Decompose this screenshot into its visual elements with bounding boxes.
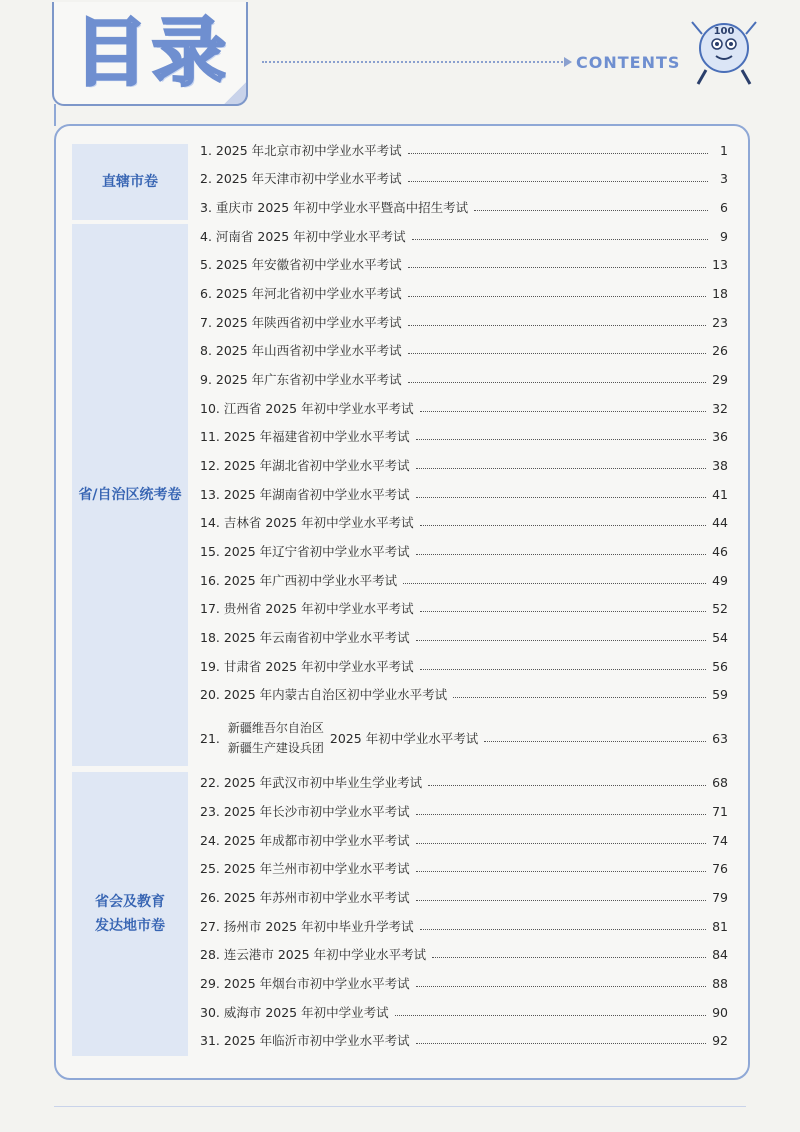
category-label-line1: 省会及教育 — [95, 894, 165, 910]
leader-dots — [408, 353, 706, 354]
leader-dots — [416, 468, 706, 469]
toc-entry[interactable] — [200, 998, 728, 1026]
page-number: 13 — [712, 256, 728, 272]
leader-dots — [412, 239, 708, 240]
page-number: 90 — [712, 1004, 728, 1020]
page-number: 41 — [712, 486, 728, 502]
toc-entry[interactable] — [200, 279, 728, 307]
page-number: 56 — [712, 658, 728, 674]
page-number: 63 — [712, 730, 728, 746]
region-line1: 新疆维吾尔自治区 — [227, 721, 324, 735]
leader-dots — [416, 900, 706, 901]
leader-dots — [453, 697, 706, 698]
entry-title: 14. 吉林省 2025 年初中学业水平考试 — [200, 515, 414, 530]
entry-title: 20. 2025 年内蒙古自治区初中学业水平考试 — [200, 687, 448, 702]
toc-entry[interactable] — [200, 797, 728, 825]
panel-connector — [54, 104, 56, 126]
page-number: 71 — [712, 803, 728, 819]
toc-entry[interactable] — [200, 164, 728, 192]
toc-entry[interactable] — [200, 422, 728, 450]
toc-entry[interactable] — [200, 768, 728, 796]
leader-dots — [408, 153, 708, 154]
entry-title: 29. 2025 年烟台市初中学业水平考试 — [200, 976, 410, 991]
toc-entry[interactable] — [200, 854, 728, 882]
page-number: 38 — [712, 457, 728, 473]
page-number: 18 — [712, 285, 728, 301]
entry-title: 23. 2025 年长沙市初中学业水平考试 — [200, 804, 410, 819]
toc-entry[interactable] — [200, 451, 728, 479]
toc-entry[interactable] — [200, 969, 728, 997]
leader-dots — [432, 957, 706, 958]
category-label: 直辖市卷 — [102, 174, 158, 190]
page-number: 59 — [712, 686, 728, 702]
toc-entry[interactable] — [200, 623, 728, 651]
region-name-stack — [228, 718, 324, 758]
toc-entry[interactable] — [200, 680, 728, 708]
entry-title: 13. 2025 年湖南省初中学业水平考试 — [200, 487, 410, 502]
entry-title: 22. 2025 年武汉市初中毕业生学业考试 — [200, 775, 423, 790]
page-number: 54 — [712, 629, 728, 645]
leader-dots — [428, 785, 706, 786]
entry-title: 9. 2025 年广东省初中学业水平考试 — [200, 372, 402, 387]
contents-dotted-line — [262, 61, 566, 63]
toc-entry[interactable] — [200, 136, 728, 164]
entry-title: 11. 2025 年福建省初中学业水平考试 — [200, 429, 410, 444]
page-number: 81 — [712, 918, 728, 934]
page-number: 44 — [712, 514, 728, 530]
entry-title: 26. 2025 年苏州市初中学业水平考试 — [200, 890, 410, 905]
leader-dots — [416, 1043, 706, 1044]
mascot-icon — [684, 14, 764, 88]
page-number: 1 — [720, 142, 728, 158]
leader-dots — [408, 181, 708, 182]
page-title: 目录 — [74, 10, 230, 96]
toc-entry[interactable] — [200, 652, 728, 680]
leader-dots — [420, 929, 706, 930]
entry-title: 2. 2025 年天津市初中学业水平考试 — [200, 171, 402, 186]
entry-title: 18. 2025 年云南省初中学业水平考试 — [200, 630, 410, 645]
toc-entry[interactable] — [200, 1026, 728, 1054]
toc-entry[interactable] — [200, 250, 728, 278]
entry-title: 19. 甘肃省 2025 年初中学业水平考试 — [200, 659, 414, 674]
leader-dots — [474, 210, 708, 211]
page-number: 3 — [720, 170, 728, 186]
toc-entry[interactable] — [200, 508, 728, 536]
entry-title: 8. 2025 年山西省初中学业水平考试 — [200, 343, 402, 358]
entry-title: 3. 重庆市 2025 年初中学业水平暨高中招生考试 — [200, 200, 469, 215]
entry-title: 15. 2025 年辽宁省初中学业水平考试 — [200, 544, 410, 559]
toc-entry[interactable] — [200, 308, 728, 336]
toc-entry[interactable] — [200, 222, 728, 250]
page-number: 88 — [712, 975, 728, 991]
toc-entry[interactable] — [200, 883, 728, 911]
leader-dots — [420, 611, 706, 612]
toc-entry[interactable] — [200, 336, 728, 364]
leader-dots — [420, 525, 706, 526]
leader-dots — [416, 871, 706, 872]
page-number: 9 — [720, 228, 728, 244]
leader-dots — [416, 554, 706, 555]
leader-dots — [416, 439, 706, 440]
category-provinces — [72, 224, 188, 766]
page-number: 52 — [712, 600, 728, 616]
page-number: 79 — [712, 889, 728, 905]
entry-title: 24. 2025 年成都市初中学业水平考试 — [200, 833, 410, 848]
page-number: 76 — [712, 860, 728, 876]
category-provincial-capitals — [72, 772, 188, 1056]
page-number: 32 — [712, 400, 728, 416]
category-label-line2: 发达地市卷 — [95, 918, 165, 934]
page-number: 23 — [712, 314, 728, 330]
entry-title: 1. 2025 年北京市初中学业水平考试 — [200, 143, 402, 158]
toc-entry[interactable] — [200, 394, 728, 422]
entry-title: 7. 2025 年陕西省初中学业水平考试 — [200, 315, 402, 330]
entry-title: 27. 扬州市 2025 年初中毕业升学考试 — [200, 919, 414, 934]
page-number: 29 — [712, 371, 728, 387]
leader-dots — [416, 640, 706, 641]
entry-number: 21. — [200, 730, 220, 746]
leader-dots — [408, 382, 706, 383]
bottom-rule — [54, 1106, 746, 1107]
entry-title: 5. 2025 年安徽省初中学业水平考试 — [200, 257, 402, 272]
category-municipalities — [72, 144, 188, 220]
region-line2: 新疆生产建设兵团 — [227, 741, 324, 755]
toc-entry[interactable] — [200, 537, 728, 565]
toc-entry[interactable] — [200, 594, 728, 622]
leader-dots — [484, 741, 706, 742]
contents-label: CONTENTS — [576, 53, 681, 72]
leader-dots — [416, 497, 706, 498]
leader-dots — [416, 986, 706, 987]
leader-dots — [403, 583, 706, 584]
entry-title: 16. 2025 年广西初中学业水平考试 — [200, 573, 398, 588]
toc-entry[interactable] — [200, 940, 728, 968]
page-number: 46 — [712, 543, 728, 559]
toc-entry[interactable] — [200, 365, 728, 393]
entry-title: 31. 2025 年临沂市初中学业水平考试 — [200, 1033, 410, 1048]
entry-title: 6. 2025 年河北省初中学业水平考试 — [200, 286, 402, 301]
page-number: 68 — [712, 774, 728, 790]
leader-dots — [420, 411, 706, 412]
leader-dots — [420, 669, 706, 670]
entry-title: 12. 2025 年湖北省初中学业水平考试 — [200, 458, 410, 473]
entry-title: 17. 贵州省 2025 年初中学业水平考试 — [200, 601, 414, 616]
toc-entry-xinjiang[interactable] — [200, 716, 728, 760]
toc-entry[interactable] — [200, 566, 728, 594]
leader-dots — [408, 296, 706, 297]
mascot-badge-text: 100 — [713, 26, 735, 37]
entry-title: 4. 河南省 2025 年初中学业水平考试 — [200, 229, 406, 244]
arrow-icon — [564, 57, 572, 67]
entry-title: 30. 威海市 2025 年初中学业考试 — [200, 1005, 389, 1020]
page-number: 84 — [712, 946, 728, 962]
leader-dots — [395, 1015, 706, 1016]
page-number: 26 — [712, 342, 728, 358]
leader-dots — [416, 843, 706, 844]
entry-title-suffix: 2025 年初中学业水平考试 — [329, 731, 479, 746]
category-label: 省/自治区统考卷 — [78, 487, 182, 503]
entry-title: 10. 江西省 2025 年初中学业水平考试 — [200, 401, 414, 416]
toc-entry[interactable] — [200, 193, 728, 221]
page-number: 49 — [712, 572, 728, 588]
toc-entry[interactable] — [200, 826, 728, 854]
page-number: 6 — [720, 199, 728, 215]
entry-title: 25. 2025 年兰州市初中学业水平考试 — [200, 861, 410, 876]
leader-dots — [416, 814, 706, 815]
page-number: 92 — [712, 1032, 728, 1048]
toc-entry[interactable] — [200, 480, 728, 508]
page-number: 36 — [712, 428, 728, 444]
toc-entry[interactable] — [200, 912, 728, 940]
page-number: 74 — [712, 832, 728, 848]
leader-dots — [408, 267, 706, 268]
leader-dots — [408, 325, 706, 326]
entry-title: 28. 连云港市 2025 年初中学业水平考试 — [200, 947, 427, 962]
